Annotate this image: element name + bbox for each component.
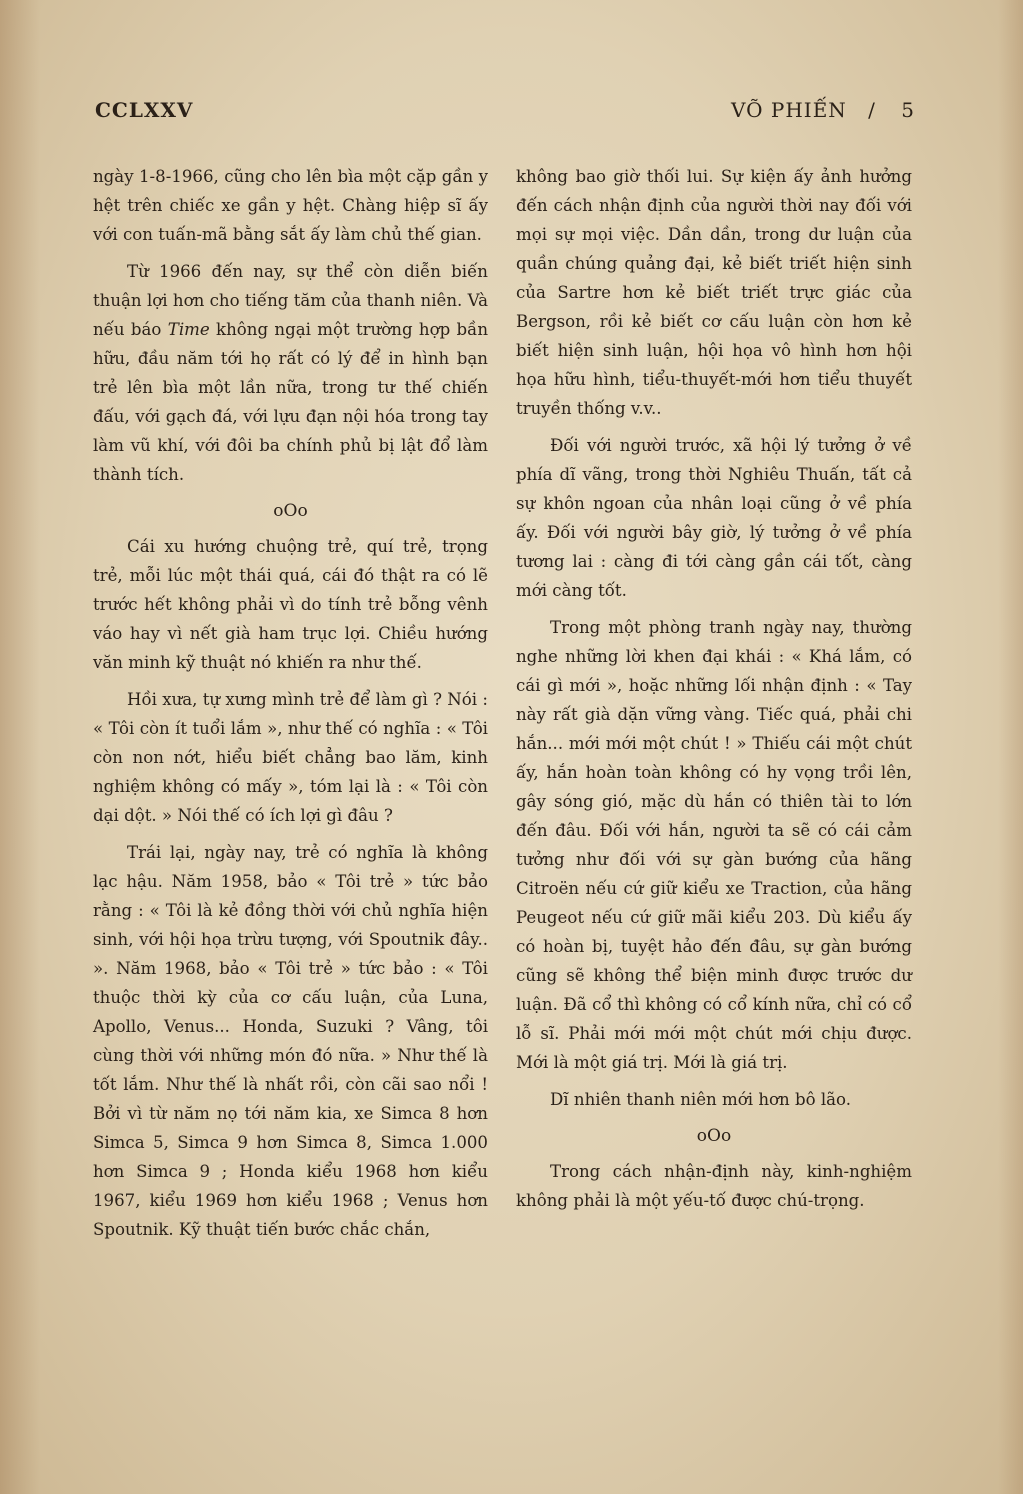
section-separator: oOo [273, 501, 308, 521]
paragraph: Dĩ nhiên thanh niên mới hơn bô lão. [550, 1090, 852, 1109]
running-title: CCLXXV [95, 98, 194, 122]
paragraph: Cái xu hướng chuộng trẻ, quí trẻ, trọng trẻ, mỗi lúc một thái quá, cái đó thật ra có lẽ trước hết không phải vì do tính trẻ bỗng vênh váo hay vì nết già ham trục lợi. Chiều hướng văn minh kỹ thuật nó khiến ra như thế. [93, 537, 488, 672]
page-header [95, 98, 915, 132]
author-name: VÕ PHIẾN [731, 98, 847, 122]
paragraph [93, 257, 488, 489]
right-column [516, 162, 912, 1223]
header-slash: / [868, 98, 876, 122]
left-column [93, 162, 488, 1252]
paragraph: Đối với người trước, xã hội lý tưởng ở về phía dĩ vãng, trong thời Nghiêu Thuấn, tất cả sự khôn ngoan của nhân loại cũng ở về phía ấy. Đối với người bây giờ, lý tưởng ở về phía tương lai : càng đi tới càng gần cái tốt, càng mới càng tốt. [516, 436, 912, 600]
text-run: Từ 1966 đến nay, sự thể còn diễn biến thuận lợi hơn cho tiếng tăm của thanh niên. Và nếu báo [93, 262, 488, 339]
paragraph: không bao giờ thối lui. Sự kiện ấy ảnh hưởng đến cách nhận định của người thời nay đối với mọi sự mọi việc. Dần dần, trong dư luận của quần chúng quảng đại, kẻ biết triết hiện sinh của Sartre hơn kẻ biết triết trực giác của Bergson, rồi kẻ biết cơ cấu luận còn hơn kẻ biết hiện sinh luận, hội họa vô hình hơn hội họa hữu hình, tiểu-thuyết-mới hơn tiểu thuyết truyền thống v.v.. [516, 167, 912, 418]
paragraph: Trái lại, ngày nay, trẻ có nghĩa là không lạc hậu. Năm 1958, bảo « Tôi trẻ » tức bảo rằng : « Tôi là kẻ đồng thời với chủ nghĩa hiện sinh, với hội họa trừu tượng, với Spoutnik đây.. ». Năm 1968, bảo « Tôi trẻ » tức bảo : « Tôi thuộc thời kỳ của cơ cấu luận, của Luna, Apollo, Venus... Honda, Suzuki ? Vâng, tôi cùng thời với những món đó nữa. » Như thế là tốt lắm. Như thế là nhất rồi, còn cãi sao nổi ! Bởi vì từ năm nọ tới năm kia, xe Simca 8 hơn Simca 5, Simca 9 hơn Simca 8, Simca 1.000 hơn Simca 9 ; Honda kiểu 1968 hơn kiểu 1967, kiểu 1969 hơn kiểu 1968 ; Venus hơn Spoutnik. Kỹ thuật tiến bước chắc chắn, [93, 843, 488, 1239]
paragraph: Trong cách nhận-định này, kinh-nghiệm không phải là một yếu-tố được chú-trọng. [516, 1162, 912, 1210]
page-edge-stain-left [0, 0, 40, 1494]
page-edge-stain-right [998, 0, 1023, 1494]
paragraph: ngày 1-8-1966, cũng cho lên bìa một cặp gần y hệt trên chiếc xe gần y hệt. Chàng hiệp sĩ ấy với con tuấn-mã bằng sắt ấy làm chủ thế gian. [93, 167, 488, 244]
author-and-page [731, 98, 915, 122]
section-separator: oOo [696, 1126, 732, 1146]
text-run: không ngại một trường hợp bần hữu, đầu năm tới họ rất có lý để in hình bạn trẻ lên bìa một lần nữa, trong tư thế chiến đấu, với gạch đá, với lựu đạn nội hóa trong tay làm vũ khí, với đôi ba chính phủ bị lật đổ làm thành tích. [93, 320, 489, 484]
paragraph: Trong một phòng tranh ngày nay, thường nghe những lời khen đại khái : « Khá lắm, có cái gì mới », hoặc những lối nhận định : « Tay này rất già dặn vững vàng. Tiếc quá, phải chi hắn... mới mới một chút ! » Thiếu cái một chút ấy, hắn hoàn toàn không có hy vọng trồi lên, gây sóng gió, mặc dù hắn có thiên tài to lớn đến đâu. Đối với hắn, người ta sẽ có cái cảm tưởng như đối với sự gàn bướng của hãng Citroën nếu cứ giữ kiểu xe Traction, của hãng Peugeot nếu cứ giữ mãi kiểu 203. Dù kiểu ấy có hoàn bị, tuyệt hảo đến đâu, sự gàn bướng cũng sẽ không thể biện minh được trước dư luận. Đã cổ thì không có cổ kính nữa, chỉ có cổ lỗ sĩ. Phải mới mới một chút mới chịu được. Mới là một giá trị. Mới là giá trị. [516, 618, 912, 1072]
magazine-title: Time [167, 320, 210, 339]
paragraph: Hồi xưa, tự xưng mình trẻ để làm gì ? Nói : « Tôi còn ít tuổi lắm », như thế có nghĩa : « Tôi còn non nớt, hiểu biết chẳng bao lăm, kinh nghiệm không có mấy », tóm lại là : « Tôi còn dại dột. » Nói thế có ích lợi gì đâu ? [93, 690, 488, 825]
page-number: 5 [901, 98, 915, 122]
